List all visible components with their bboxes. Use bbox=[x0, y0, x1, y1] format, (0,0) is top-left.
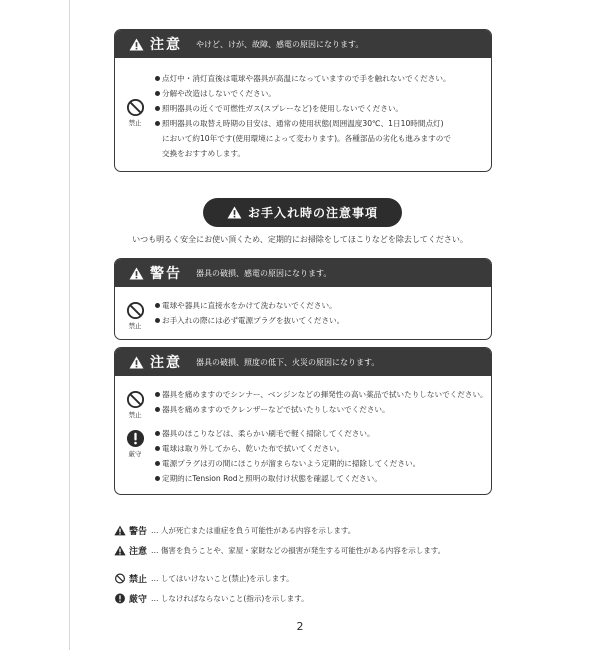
list-item: 器具を痛めますのでクレンザーなどで拭いたりしないでください。 bbox=[155, 402, 491, 417]
legend-title: 注意 bbox=[129, 547, 148, 557]
mandatory-row bbox=[115, 426, 491, 486]
warning-triangle-icon bbox=[227, 206, 242, 219]
list-item: 電球は取り外してから、乾いた布で拭いてください。 bbox=[155, 441, 491, 456]
caution-header bbox=[115, 348, 491, 376]
caution-box-top bbox=[114, 29, 492, 172]
prohibit-label: 禁止 bbox=[128, 119, 142, 127]
caution-description: 器具の破損、照度の低下、火災の原因になります。 bbox=[196, 357, 380, 367]
caution-header bbox=[115, 30, 491, 58]
warning-triangle-icon bbox=[129, 356, 144, 369]
mandatory-label: 厳守 bbox=[128, 450, 142, 458]
page-number: 2 bbox=[296, 620, 304, 633]
legend-text: … 人が死亡または重症を負う可能性がある内容を示します。 bbox=[151, 526, 356, 535]
prohibit-label: 禁止 bbox=[128, 411, 142, 419]
legend-title: 厳守 bbox=[129, 595, 148, 605]
legend-warning bbox=[114, 524, 355, 537]
prohibit-row bbox=[115, 387, 491, 419]
legend-caution bbox=[114, 544, 445, 557]
prohibit-list bbox=[155, 387, 491, 419]
warning-triangle-icon bbox=[114, 545, 126, 556]
prohibit-icon bbox=[114, 573, 126, 584]
list-item: 電球や器具に直接水をかけて洗わないでください。 bbox=[155, 298, 491, 313]
care-heading: お手入れ時の注意事項 bbox=[247, 206, 378, 220]
caution-title: 注意 bbox=[150, 37, 182, 53]
list-item: 点灯中・消灯直後は電球や器具が高温になっていますので手を触れないでください。 bbox=[155, 71, 491, 86]
legend-title: 禁止 bbox=[129, 575, 148, 585]
caution-box-care bbox=[114, 347, 492, 495]
caution-list bbox=[155, 71, 491, 161]
prohibit-row bbox=[115, 71, 491, 161]
list-item: 分解や改造はしないでください。 bbox=[155, 86, 491, 101]
legend-text: … 傷害を負うことや、家屋・家財などの損害が発生する可能性がある内容を示します。 bbox=[151, 546, 446, 555]
legend-title: 警告 bbox=[129, 527, 148, 537]
legend-prohibit bbox=[114, 572, 294, 585]
page-margin-rule bbox=[69, 0, 70, 650]
list-item: 照明器具の取替え時期の目安は、通常の使用状態(周囲温度30℃、1日10時間点灯) において約10年です(使用環境によって変わります)。各種部品の劣化も進みますので 交換をおすすめします。 bbox=[155, 116, 491, 161]
warning-box bbox=[114, 258, 492, 340]
list-item: 定期的にTension Rodと照明の取付け状態を確認してください。 bbox=[155, 471, 491, 486]
warning-description: 器具の破損、感電の原因になります。 bbox=[196, 268, 332, 278]
prohibit-icon bbox=[126, 390, 145, 409]
prohibit-icon bbox=[126, 98, 145, 117]
list-item: 電源プラグは刃の間にほこりが溜まらないよう定期的に掃除してください。 bbox=[155, 456, 491, 471]
warning-title: 警告 bbox=[150, 266, 182, 282]
warning-triangle-icon bbox=[129, 267, 144, 280]
prohibit-label: 禁止 bbox=[128, 322, 142, 330]
warning-list bbox=[155, 298, 491, 330]
legend-text: … しなければならないこと(指示)を示します。 bbox=[151, 594, 309, 603]
caution-title: 注意 bbox=[150, 355, 182, 371]
list-item: 照明器具の近くで可燃性ガス(スプレーなど)を使用しないでください。 bbox=[155, 101, 491, 116]
mandatory-icon bbox=[126, 429, 145, 448]
warning-triangle-icon bbox=[114, 525, 126, 536]
prohibit-row bbox=[115, 298, 491, 330]
mandatory-icon bbox=[114, 593, 126, 604]
care-intro: いつも明るく安全にお使い頂くため、定期的にお掃除をしてほこりなどを除去してください。 bbox=[132, 235, 468, 244]
caution-description: やけど、けが、故障、感電の原因になります。 bbox=[196, 39, 364, 49]
list-item: 器具のほこりなどは、柔らかい刷毛で軽く掃除してください。 bbox=[155, 426, 491, 441]
mandatory-list bbox=[155, 426, 491, 486]
list-item: お手入れの際には必ず電源プラグを抜いてください。 bbox=[155, 313, 491, 328]
legend-mandatory bbox=[114, 592, 309, 605]
warning-triangle-icon bbox=[129, 38, 144, 51]
care-heading-pill bbox=[203, 198, 402, 227]
prohibit-icon bbox=[126, 301, 145, 320]
warning-header bbox=[115, 259, 491, 287]
legend-text: … してはいけないこと(禁止)を示します。 bbox=[151, 574, 294, 583]
list-item: 器具を痛めますのでシンナー、ベンジンなどの揮発性の高い薬品で拭いたりしないでください。 bbox=[155, 387, 491, 402]
